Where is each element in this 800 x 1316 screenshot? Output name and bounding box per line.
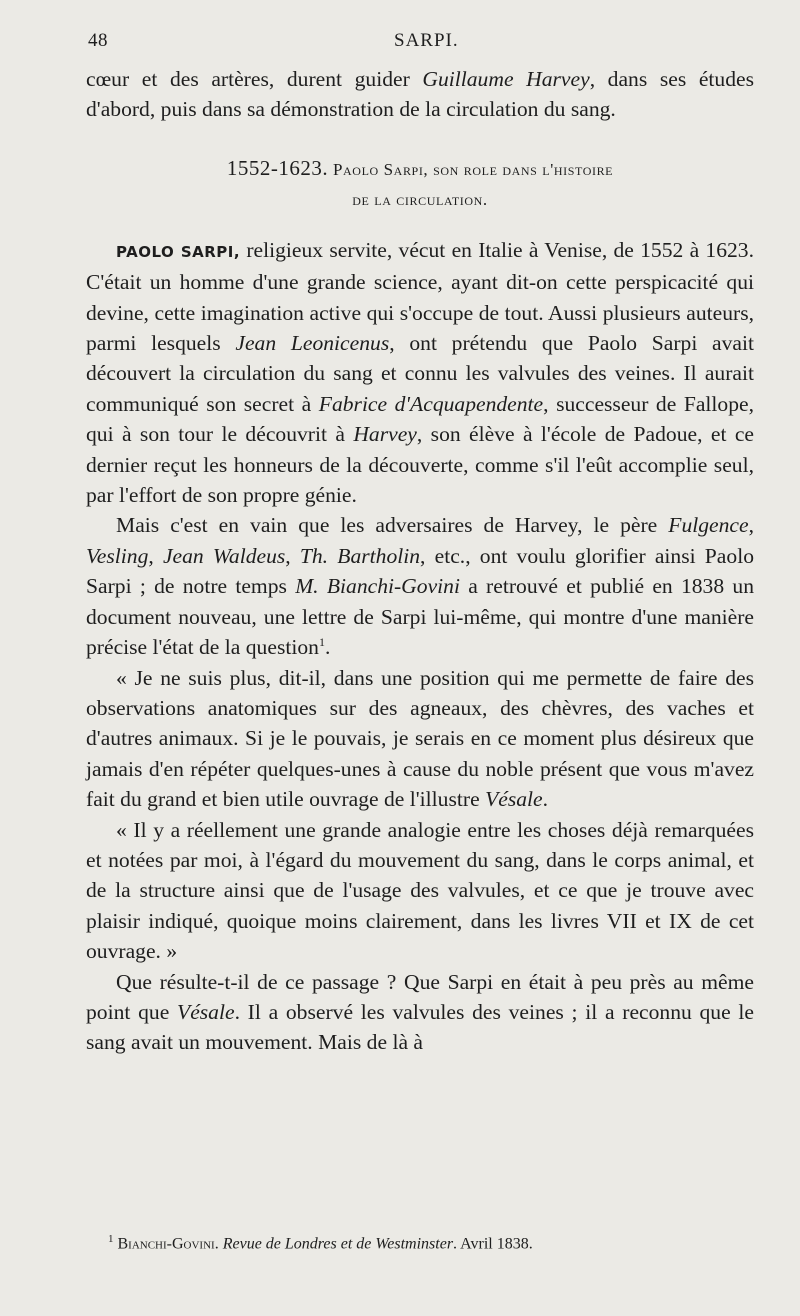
paragraph-4 [86,663,754,815]
text-run: , successeur de Fallope, qui à son tour le découvrit à [86,391,754,447]
heading-years: 1552-1623. [226,155,329,180]
paragraph-3 [86,510,754,662]
text-run: Mais c'est en vain que les adversaires de Harvey, le père [116,513,669,538]
footnote-date: . Avril 1838. [453,1235,533,1253]
text-run: , [148,543,163,568]
italic-name: Vesling [86,543,149,568]
text-run: a retrouvé et publié en 1838 un document nouveau, une lettre de Sarpi lui-même, qui montre d'une manière précise l'état de la question [86,574,754,660]
text-run: . Il a observé les valvules des veines ; il a reconnu que le sang avait un mouvement. Mais de là à [86,999,754,1055]
body-text [86,64,754,1058]
heading-line-2: de la circulation. [352,189,488,209]
paragraph-5 [86,815,754,967]
lead-name: PAOLO SARPI, [116,242,241,261]
italic-name: M. Bianchi-Govini [295,574,460,599]
text-run: , dans ses études d'abord, puis dans sa démonstration de la circulation du sang. [86,67,755,122]
paragraph-2 [86,235,754,511]
heading-title: Paolo Sarpi, son role dans l'histoire [332,159,614,179]
footnote [108,1228,748,1255]
text-run: , son élève à l'école de Padoue, et ce dernier reçut les honneurs de la découverte, comme s'il l'eût accomplie seul, par l'effort de son propre génie. [86,422,754,508]
running-title: SARPI. [394,30,459,51]
text-run: cœur et des artères, durent guider [86,67,423,91]
footnote-author: Bianchi-Govini. [117,1235,219,1253]
section-heading [86,153,754,215]
footnote-source: Revue de Londres et de Westminster [222,1235,454,1253]
italic-name: Jean Waldeus [162,543,286,568]
text-run: , ont prétendu que Paolo Sarpi avait découvert la circulation du sang et connu les valvules des veines. Il aurait communiqué son secret à [86,331,755,416]
italic-name: Vésale [485,787,543,812]
italic-name: Fabrice d'Acquapendente [318,391,544,416]
footnote-marker: 1 [108,1233,114,1245]
text-run: . [542,787,549,812]
italic-name: Vésale [177,999,235,1024]
text-run: , [285,543,300,568]
paragraph-6 [86,967,754,1058]
italic-name: Guillaume Harvey [422,67,590,91]
text-run: , etc., ont voulu glorifier ainsi Paolo Sarpi ; de notre temps [86,543,754,599]
italic-name: Fulgence [668,513,749,538]
footnote-ref: 1 [318,634,325,649]
text-run: Que résulte-t-il de ce passage ? Que Sarpi en était à peu près au même point que [86,969,754,1024]
running-head [88,30,758,60]
text-run: , [748,513,754,538]
italic-name: Harvey [353,422,417,447]
paragraph-1 [86,64,754,125]
italic-name: Th. Bartholin [299,543,421,568]
heading-line-1 [86,153,754,185]
text-run: « Je ne suis plus, dit-il, dans une position qui me permette de faire des observations anatomiques sur des agneaux, des chèvres, des vaches et d'autres animaux. Si je le pouvais, je serais en ce moment plus désireux que jamais d'en répéter quelques-unes à cause du noble présent que vous m'avez fait du grand et bien utile ouvrage de l'illustre [86,665,754,812]
text-run: « Il y a réellement une grande analogie entre les choses déjà remarquées et notées par moi, à l'égard du mouvement du sang, dans le corps animal, et de la structure ainsi que de l'usage des valvules, et ce que je trouve avec plaisir indiqué, quoique moins clairement, dans les livres VII et IX de cet ouvrage. » [86,817,754,964]
text-run: . [324,635,331,660]
page-number: 48 [88,30,108,51]
text-run: religieux servite, vécut en Italie à Venise, de 1552 à 1623. C'était un homme d'une grande science, ayant dit-on cette perspicacité qui devine, cette imagination active qui s'occupe de tout. Aussi plusieurs auteurs, parmi lesquels [86,237,754,356]
italic-name: Jean Leonicenus [235,331,390,356]
